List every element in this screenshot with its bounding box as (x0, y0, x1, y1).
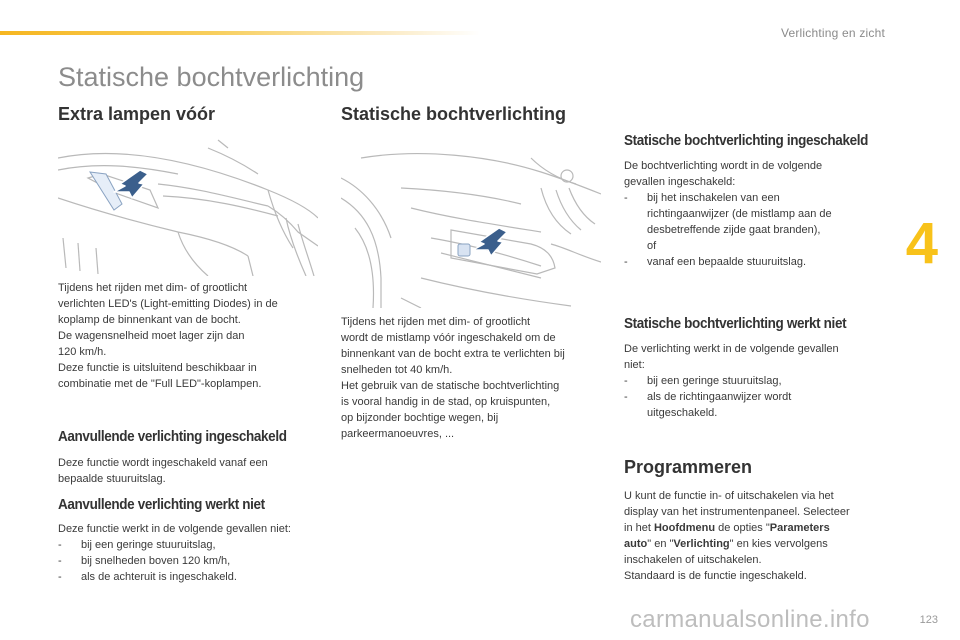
list-item: - als de richtingaanwijzer wordt uitgeschakeld. (624, 391, 792, 419)
car-front-light-illustration (58, 128, 318, 276)
heading-statische-werkt-niet: Statische bochtverlichting werkt niet (624, 315, 847, 332)
aanvullende-ingeschakeld-text: Deze functie wordt ingeschakeld vanaf een bepaalde stuuruitslag. (58, 457, 268, 485)
list-item: - bij een geringe stuuruitslag, (624, 375, 782, 387)
heading-statische-ingeschakeld: Statische bochtverlichting ingeschakeld (624, 132, 869, 149)
watermark: carmanualsonline.info (630, 606, 870, 633)
statische-text: Tijdens het rijden met dim- of grootlicht wordt de mistlamp vóór ingeschakeld om de binnenkant van de bocht extra te verlichten bij snelheden tot 40 km/h. Het gebruik van de statische bochtverlichting is vooral handig in de stad, op kruispunten, op bijzonder bochtige wegen, bij parkeermanoeuvres, ... (341, 316, 565, 440)
heading-statische: Statische bochtverlichting (341, 104, 567, 124)
list-item: - vanaf een bepaalde stuuruitslag. (624, 256, 807, 268)
heading-programmeren: Programmeren (624, 457, 753, 477)
list-item: - bij een geringe stuuruitslag, (58, 539, 216, 551)
aanvullende-werkt-niet-text: Deze functie werkt in de volgende gevallen niet: - bij een geringe stuuruitslag, - bij snelheden boven 120 km/h, - als de achteruit is ingeschakeld. (58, 521, 328, 585)
list-item: - bij het inschakelen van een richtingaanwijzer (de mistlamp aan de desbetreffende zijde gaat branden), of (624, 192, 832, 252)
header-accent-bar (0, 31, 480, 35)
list-item: - bij snelheden boven 120 km/h, (58, 555, 231, 567)
heading-aanvullende-ingeschakeld: Aanvullende verlichting ingeschakeld (58, 428, 287, 445)
heading-aanvullende-werkt-niet: Aanvullende verlichting werkt niet (58, 496, 265, 513)
chapter-number: 4 (905, 211, 938, 276)
list-item: - als de achteruit is ingeschakeld. (58, 571, 237, 583)
section-header: Verlichting en zicht (780, 26, 885, 40)
car-fog-light-illustration (341, 128, 601, 308)
programmeren-text: U kunt de functie in- of uitschakelen via het display van het instrumentenpaneel. Selecteer in het Hoofdmenu de opties "Parameters auto" en "Verlichting" en kies vervolgens inschakelen of uitschakelen. Standaard is de functie ingeschakeld. (624, 490, 850, 582)
extra-lampen-text: Tijdens het rijden met dim- of grootlicht verlichten LED's (Light-emitting Diodes) in de koplamp de binnenkant van de bocht. De wagensnelheid moet lager zijn dan 120 km/h. Deze functie is uitsluitend beschikbaar in combinatie met de "Full LED"-koplampen. (58, 282, 278, 390)
page-number: 123 (919, 614, 938, 626)
heading-extra-lampen: Extra lampen vóór (58, 104, 216, 124)
statische-werkt-niet-text: De verlichting werkt in de volgende gevallen niet: - bij een geringe stuuruitslag, - als de richtingaanwijzer wordt uitgeschakeld. (624, 341, 894, 421)
statische-ingeschakeld-text: De bochtverlichting wordt in de volgende gevallen ingeschakeld: - bij het inschakelen van een richtingaanwijzer (de mistlamp aan de desbetreffende zijde gaat branden), of - vanaf een bepaalde stuuruitslag. (624, 158, 894, 270)
page-title: Statische bochtverlichting (58, 62, 365, 92)
